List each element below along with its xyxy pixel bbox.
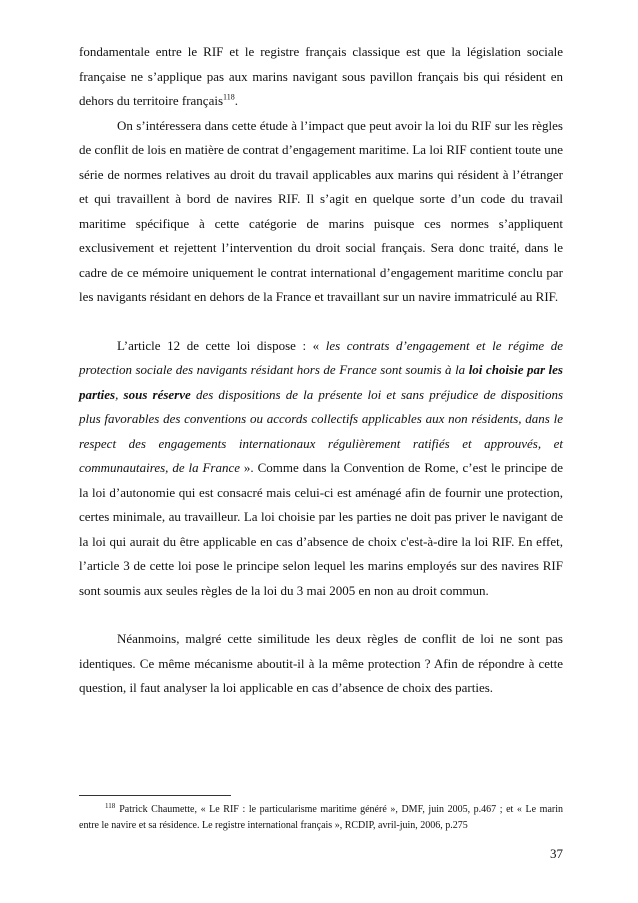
page-number: 37 bbox=[550, 846, 563, 861]
quote-separator: , bbox=[115, 386, 124, 402]
paragraph-1-text: fondamentale entre le RIF et le registre français classique est que la législation sociale française ne s’applique pas aux marins navigant sous pavillon français bis qui résident en dehors du territoire français bbox=[79, 44, 563, 108]
paragraph-1 bbox=[79, 40, 563, 114]
paragraph-gap bbox=[79, 310, 563, 334]
paragraph-gap bbox=[79, 603, 563, 627]
paragraph-3-intro: L’article 12 de cette loi dispose : « bbox=[117, 337, 326, 353]
quote-part-2: des dispositions de la présente loi et sans préjudice de dispositions plus favorables des conventions ou accords collectifs applicables aux non résidents, dans le respect des engagements internationaux régulièrement ratifiés et approuvés, et communautaires, de la France bbox=[79, 386, 564, 475]
paragraph-4: Néanmoins, malgré cette similitude les deux règles de conflit de loi ne sont pas identiques. Ce même mécanisme aboutit-il à la même protection ? Afin de répondre à cette question, il faut analyser la loi applicable en cas d’absence de choix des parties. bbox=[79, 631, 563, 695]
footnote-number: 118 bbox=[105, 801, 116, 810]
quote-bold-2: sous réserve bbox=[123, 386, 191, 402]
paragraph-2: On s’intéressera dans cette étude à l’impact que peut avoir la loi du RIF sur les règles de conflit de lois en matière de contrat d’engagement maritime. La loi RIF contient toute une série de normes relatives au droit du travail applicables aux marins qui résident à l’étranger et qui travaillent à bord de navires RIF. Il s’agit en quelque sorte d’un code du travail maritime spécifique à cette catégorie de marins puisque ces normes s’appliquent exclusivement et rejettent l’intervention du droit social français. Sera donc traité, dans le cadre de ce mémoire uniquement le contrat international d’engagement maritime conclu par les navigants résidant en dehors de la France et travaillant sur un navire immatriculé au RIF. bbox=[79, 117, 563, 304]
paragraph-3-rest: ». Comme dans la Convention de Rome, c’est le principe de la loi d’autonomie qui est consacré mais celui-ci est aménagé afin de fournir une protection, certes minimale, au travailleur. La loi choisie par les parties ne doit pas priver le navigant de la loi qui aurait du être applicable en cas d’absence de choix c'est-à-dire la loi RIF. En effet, l’article 3 de cette loi pose le principe selon lequel les marins employés sur des navires RIF sont soumis aux seules règles de la loi du 3 mai 2005 en non au droit commun. bbox=[79, 460, 563, 598]
footnote-rule bbox=[79, 795, 231, 796]
paragraph-1-end: . bbox=[234, 93, 238, 108]
quote-part-1: les contrats d’engagement et le régime de protection sociale des navigants résidant hors de France sont soumis à la bbox=[79, 337, 563, 377]
paragraph-3 bbox=[79, 334, 563, 604]
quote-bold-1: loi choisie par les parties bbox=[79, 362, 563, 402]
footnote-text: Patrick Chaumette, « Le RIF : le particularisme maritime généré », DMF, juin 2005, p.467 ; et « Le marin entre le navire et sa résidence. Le registre international français », RCDIP, avril-juin, 2006, p.275 bbox=[79, 804, 563, 831]
body-text bbox=[79, 40, 563, 701]
footnote bbox=[79, 802, 563, 834]
footnote-reference[interactable]: 118 bbox=[223, 92, 235, 102]
